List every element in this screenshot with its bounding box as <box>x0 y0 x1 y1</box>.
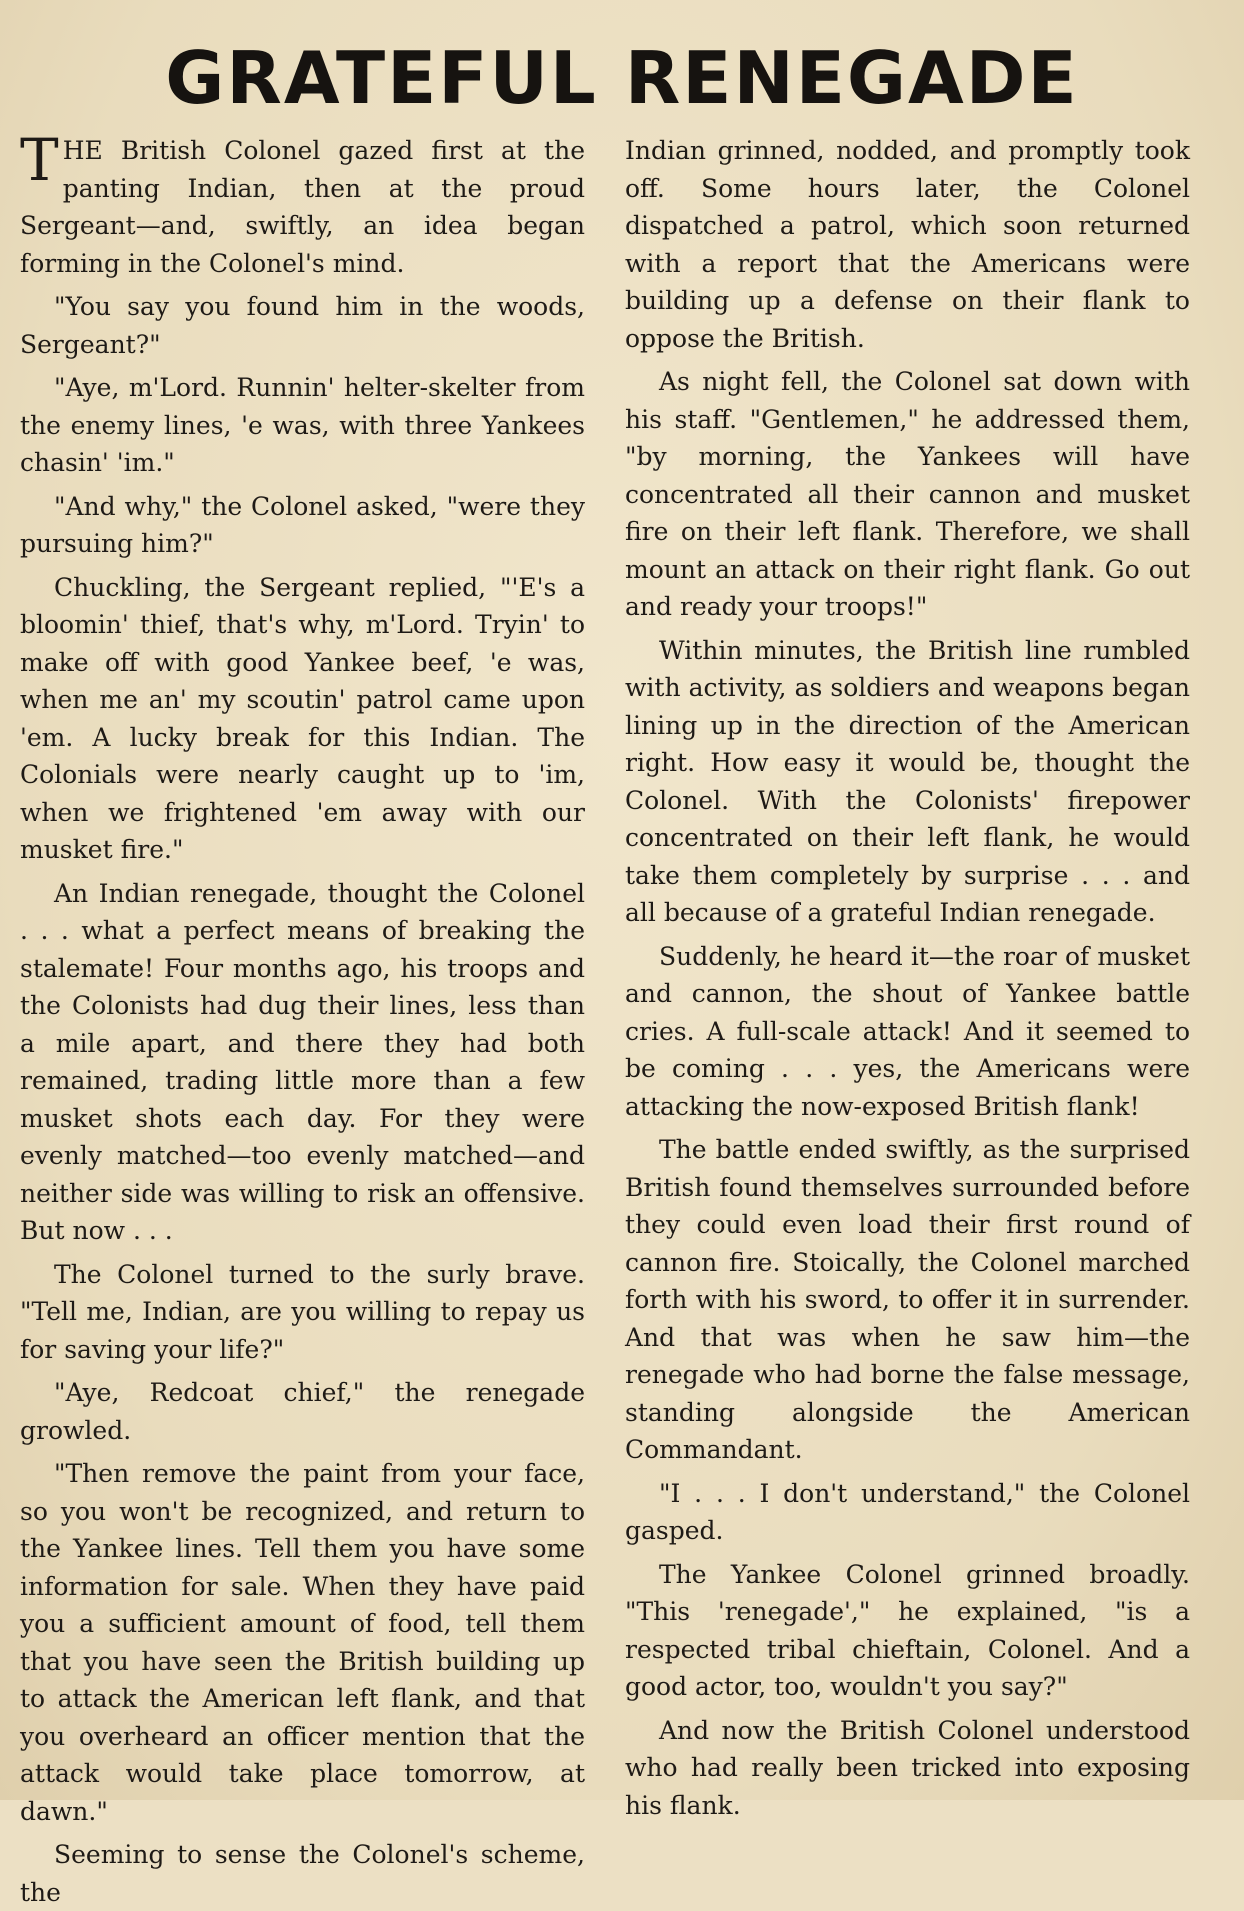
paragraph-11: As night fell, the Colonel sat down with his staff. "Gentlemen," he addressed them, "by morning, the Yankees will have concentrated all their cannon and musket fire on their left flank. Therefore, we shall mount an attack on their right flank. Go out and ready your troops!" <box>625 367 1190 621</box>
left-column <box>20 126 585 1907</box>
paragraph-6: An Indian renegade, thought the Colonel . . . what a perfect means of breaking the stalemate! Four months ago, his troops and the Colonists had dug their lines, less than a mile apart, and there they had both remained, trading little more than a few musket shots each day. For they were evenly matched—too evenly matched—and neither side was willing to risk an offensive. But now . . . <box>20 878 585 1245</box>
paragraph-15: "I . . . I don't understand," the Colonel gasped. <box>625 1478 1190 1545</box>
paragraph-4: "And why," the Colonel asked, "were they pursuing him?" <box>20 491 585 558</box>
paragraph-14: The battle ended swiftly, as the surprised British found themselves surrounded before they could even load their first round of cannon fire. Stoically, the Colonel marched forth with his sword, to offer it in surrender. And that was when he saw him—the renegade who had borne the false message, standing alongside the American Commandant. <box>625 1135 1190 1464</box>
paragraph-17: And now the British Colonel understood who had really been tricked into exposing his flank. <box>625 1715 1190 1820</box>
paragraph-13: Suddenly, he heard it—the roar of musket and cannon, the shout of Yankee battle cries. A full-scale attack! And it seemed to be coming . . . yes, the Americans were attacking the now-exposed British flank! <box>625 941 1190 1121</box>
paragraph-10-start: Seeming to sense the Colonel's scheme, the <box>20 1840 585 1907</box>
paragraph-9: "Then remove the paint from your face, so you won't be recognized, and return to the Yankee lines. Tell them you have some information for sale. When they have paid you a sufficient amount of food, tell them that you have seen the British building up to attack the American left flank, and that you overheard an officer mention that the attack would take place tomorrow, at dawn." <box>20 1459 585 1826</box>
paragraph-12: Within minutes, the British line rumbled with activity, as soldiers and weapons began lining up in the direction of the American right. How easy it would be, thought the Colonel. With the Colonists' firepower concentrated on their left flank, he would take them completely by surprise . . . and all because of a grateful Indian renegade. <box>625 635 1190 927</box>
paragraph-1 <box>20 126 585 282</box>
paragraph-1-text: HE British Colonel gazed first at the panting Indian, then at the proud Sergeant—and, swiftly, an idea began forming in the Colonel's mind. <box>20 136 585 278</box>
paragraph-3: "Aye, m'Lord. Runnin' helter-skelter from the enemy lines, 'e was, with three Yankees chasin' 'im." <box>20 373 585 477</box>
paragraph-16: The Yankee Colonel grinned broadly. "This 'renegade'," he explained, "is a respected tribal chieftain, Colonel. And a good actor, too, wouldn't you say?" <box>625 1559 1190 1701</box>
drop-cap: T <box>20 126 59 194</box>
right-column <box>625 132 1190 1820</box>
paragraph-8: "Aye, Redcoat chief," the renegade growled. <box>20 1378 585 1445</box>
text-columns <box>20 126 1190 1907</box>
paragraph-5: Chuckling, the Sergeant replied, "'E's a bloomin' thief, that's why, m'Lord. Tryin' to make off with good Yankee beef, 'e was, when me an' my scoutin' patrol came upon 'em. A lucky break for this Indian. The Colonials were nearly caught up to 'im, when we frightened 'em away with our musket fire." <box>20 572 585 864</box>
story-title: GRATEFUL RENEGADE <box>165 36 1079 120</box>
paragraph-10-end: Indian grinned, nodded, and promptly took off. Some hours later, the Colonel dispatched a patrol, which soon returned with a report that the Americans were building up a defense on their flank to oppose the British. <box>625 136 1190 353</box>
paragraph-7: The Colonel turned to the surly brave. "Tell me, Indian, are you willing to repay us for saving your life?" <box>20 1259 585 1364</box>
paragraph-2: "You say you found him in the woods, Sergeant?" <box>20 292 585 359</box>
